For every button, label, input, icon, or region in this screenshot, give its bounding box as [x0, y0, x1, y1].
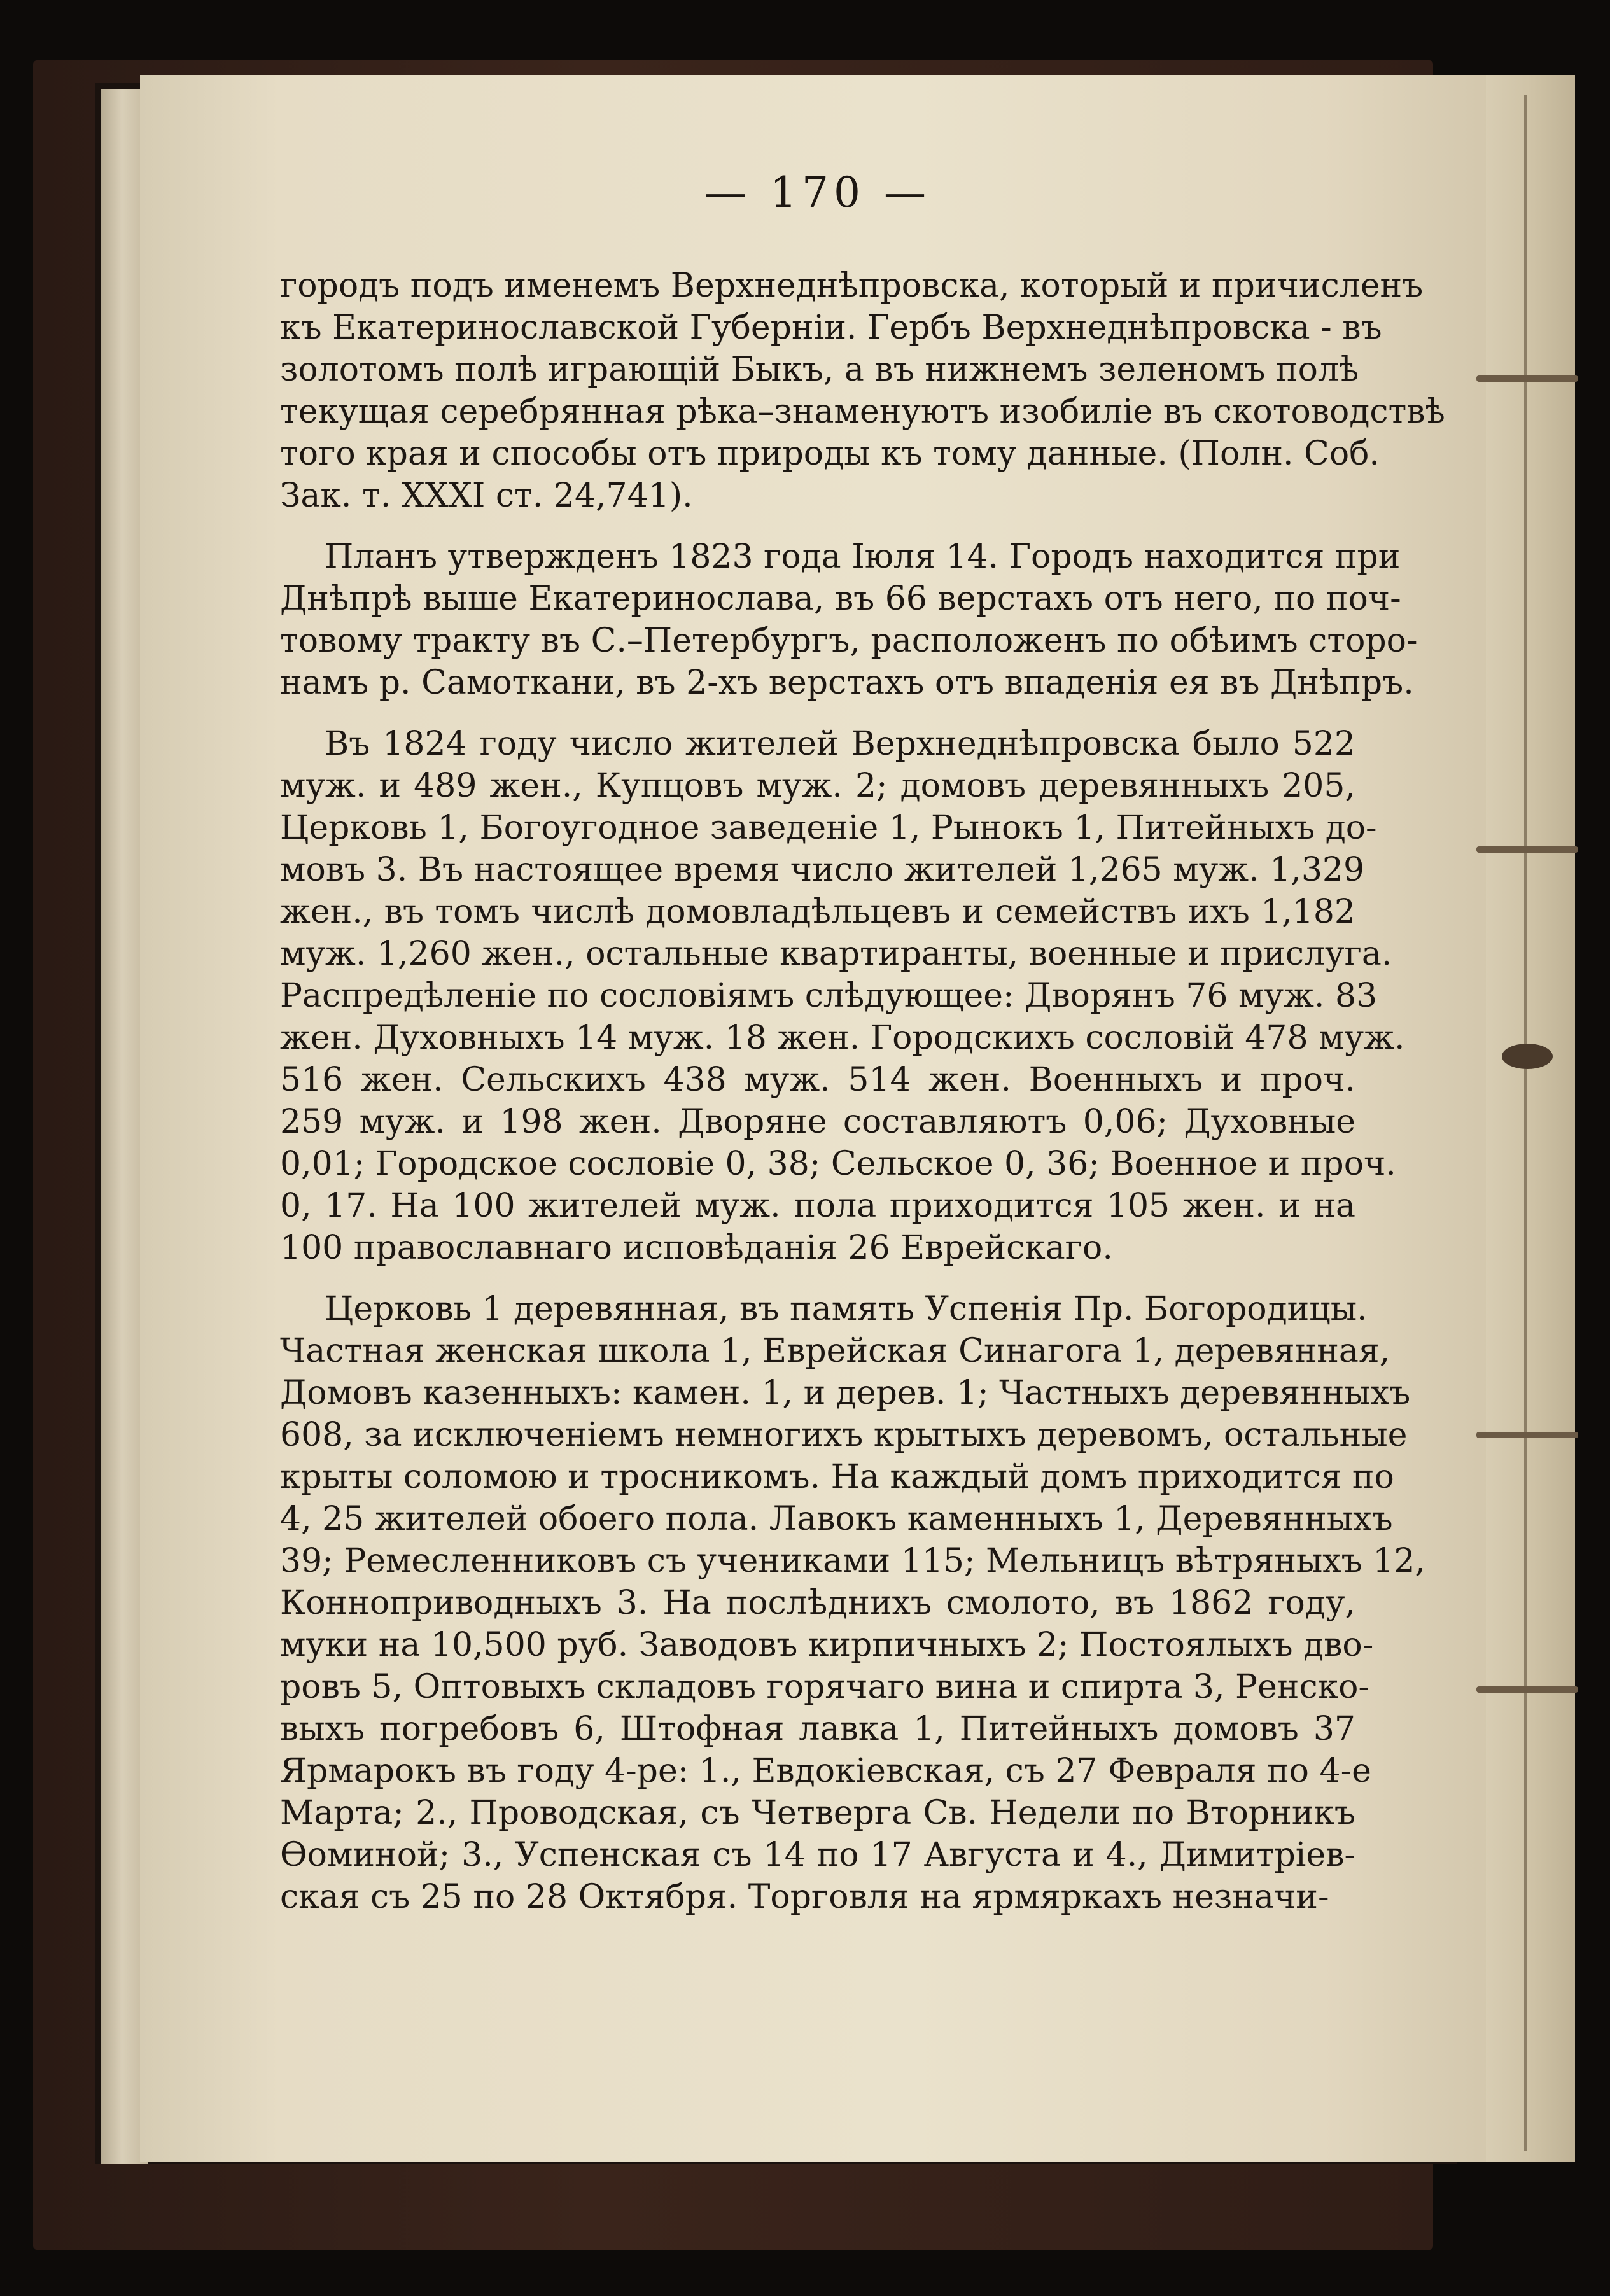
text-line: Зак. т. XXXI ст. 24,741). [280, 477, 693, 515]
text-line: Частная женская школа 1, Еврейская Синагога 1, деревянная, [280, 1332, 1390, 1370]
text-line: Ѳоминой; 3., Успенская съ 14 по 17 Августа и 4., Димитріев- [280, 1836, 1355, 1874]
text-line: того края и способы отъ природы къ тому данные. (Полн. Соб. [280, 435, 1380, 473]
text-line: Домовъ казенныхъ: камен. 1, и дерев. 1; Частныхъ деревянныхъ [280, 1374, 1411, 1412]
text-line: золотомъ полѣ играющій Быкъ, а въ нижнемъ зеленомъ полѣ [280, 351, 1359, 389]
spine-fold [1486, 75, 1575, 2162]
paragraphs [280, 265, 1445, 1918]
page-number: — 170 — [704, 168, 931, 217]
text-line: Церковь 1, Богоугодное заведеніе 1, Рынокъ 1, Питейныхъ до- [280, 809, 1377, 847]
text-line: мовъ 3. Въ настоящее время число жителей 1,265 муж. 1,329 [280, 851, 1365, 889]
text-line: къ Екатеринославской Губерніи. Гербъ Верхнеднѣпровска - въ [280, 309, 1382, 347]
text-line: 100 православнаго исповѣданія 26 Еврейскаго. [280, 1229, 1113, 1267]
text-line: Планъ утвержденъ 1823 года Іюля 14. Городъ находится при [325, 538, 1401, 576]
text-line: ровъ 5, Оптовыхъ складовъ горячаго вина и спирта 3, Ренско- [280, 1668, 1369, 1706]
text-line: товому тракту въ С.–Петербургъ, расположенъ по обѣимъ сторо- [280, 622, 1418, 660]
text-line: 516 жен. Сельскихъ 438 муж. 514 жен. Военныхъ и проч. [280, 1061, 1355, 1099]
text-line: намъ р. Самоткани, въ 2-хъ верстахъ отъ впаденія ея въ Днѣпръ. [280, 664, 1414, 702]
binding-stitch [1476, 375, 1578, 382]
text-line: 39; Ремесленниковъ съ учениками 115; Мельницъ вѣтряныхъ 12, [280, 1542, 1425, 1580]
binding-knot [1502, 1044, 1553, 1069]
text-line: муж. 1,260 жен., остальные квартиранты, военные и прислуга. [280, 935, 1392, 973]
text-line: ская съ 25 по 28 Октября. Торговля на ярмяркахъ незначи- [280, 1878, 1329, 1916]
paragraph [280, 265, 1445, 517]
text-line: 4, 25 жителей обоего пола. Лавокъ каменныхъ 1, Деревянныхъ [280, 1500, 1393, 1538]
binding-stitch [1476, 1432, 1578, 1438]
binding-stitch [1476, 1686, 1578, 1693]
text-line: крыты соломою и тросникомъ. На каждый домъ приходится по [280, 1458, 1394, 1496]
text-line: 259 муж. и 198 жен. Дворяне составляютъ 0,06; Духовные [280, 1103, 1355, 1141]
paragraph [280, 1288, 1425, 1918]
text-line: Марта; 2., Проводская, съ Четверга Св. Недели по Вторникъ [280, 1794, 1355, 1832]
text-line: Церковь 1 деревянная, въ память Успенія Пр. Богородицы. [325, 1290, 1368, 1328]
text-line: Днѣпрѣ выше Екатеринослава, въ 66 верстахъ отъ него, по поч- [280, 580, 1401, 618]
binding-stitch [1476, 846, 1578, 853]
text-line: Ярмарокъ въ году 4-ре: 1., Евдокіевская, съ 27 Февраля по 4-е [280, 1752, 1371, 1790]
text-line: Распредѣленіе по сословіямъ слѣдующее: Дворянъ 76 муж. 83 [280, 977, 1378, 1015]
text-line: выхъ погребовъ 6, Штофная лавка 1, Питейныхъ домовъ 37 [280, 1710, 1355, 1748]
text-line: 608, за исключеніемъ немногихъ крытыхъ деревомъ, остальные [280, 1416, 1408, 1454]
text-line: муж. и 489 жен., Купцовъ муж. 2; домовъ деревянныхъ 205, [280, 767, 1355, 805]
paragraph [280, 536, 1418, 704]
text-line: 0, 17. На 100 жителей муж. пола приходится 105 жен. и на [280, 1187, 1355, 1225]
paragraph [280, 723, 1405, 1269]
text-line: городъ подъ именемъ Верхнеднѣпровска, который и причисленъ [280, 267, 1424, 305]
text-line: Въ 1824 году число жителей Верхнеднѣпровска было 522 [325, 725, 1355, 763]
text-line: 0,01; Городское сословіе 0, 38; Сельское 0, 36; Военное и проч. [280, 1145, 1396, 1183]
text-line: Конноприводныхъ 3. На послѣднихъ смолото, въ 1862 году, [280, 1584, 1355, 1622]
text-line: текущая серебрянная рѣка–знаменуютъ изобиліе въ скотоводствѣ [280, 393, 1445, 431]
binding-thread [1524, 95, 1527, 2151]
text-line: жен. Духовныхъ 14 муж. 18 жен. Городскихъ сословій 478 муж. [280, 1019, 1405, 1057]
text-line: жен., въ томъ числѣ домовладѣльцевъ и семействъ ихъ 1,182 [280, 893, 1355, 931]
page-text [280, 168, 1445, 1937]
text-line: муки на 10,500 руб. Заводовъ кирпичныхъ 2; Постоялыхъ дво- [280, 1626, 1374, 1664]
